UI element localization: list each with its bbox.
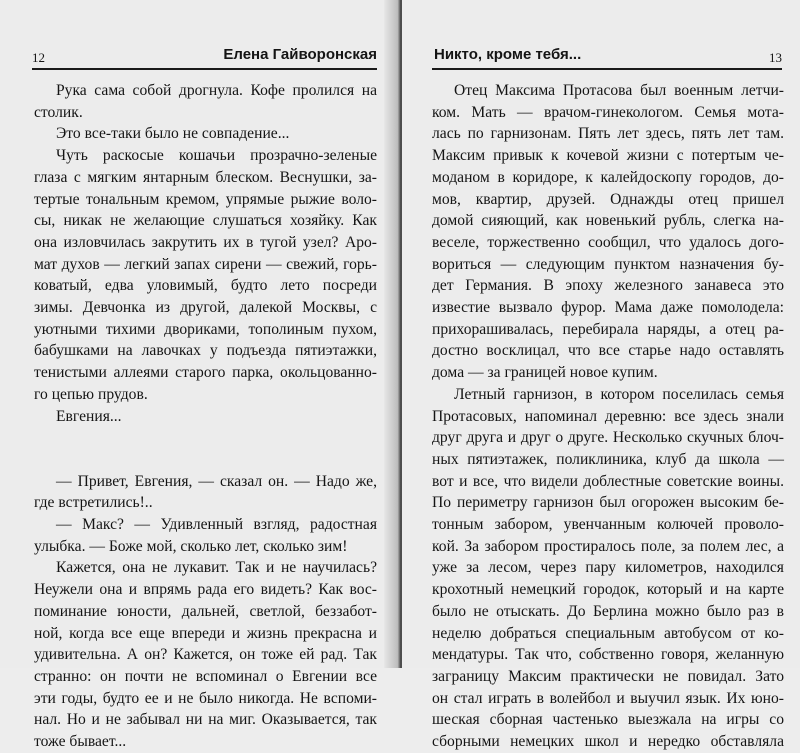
text-line: дет Германия. В эпоху железного занавеса это	[432, 277, 784, 295]
text-line: где встретились!..	[34, 494, 153, 512]
text-line: уютными тихими двориками, тополиным пухом,	[34, 320, 377, 338]
text-line: ных пятиэтажек, поликлиника, клуб да школа —	[432, 450, 784, 468]
text-line: Это все-таки было не совпадение...	[56, 125, 290, 143]
text-line: он стал играть в волейбол и выучил язык. Их юно-	[432, 689, 784, 707]
text-line: Чуть раскосые кошачьи прозрачно-зеленые	[56, 147, 377, 165]
text-line: тенистыми аллеями старого парка, окольцованно-	[34, 364, 377, 382]
text-line: лась по гарнизонам. Пять лет здесь, пять лет там.	[432, 125, 784, 143]
text-line: бабушками на лавочках у подъезда пятиэтажки,	[34, 342, 377, 360]
text-line: вот и все, что видели доблестные советские воины.	[432, 472, 784, 490]
text-line: ной, когда все еще впереди и жизнь прекрасна и	[34, 624, 377, 642]
right-body-text	[432, 80, 784, 753]
right-running-header	[432, 46, 782, 70]
text-line: уже за лесом, через пару километров, находился	[432, 559, 784, 577]
text-line: крохотный немецкий городок, который и на карте	[432, 581, 784, 599]
text-line: Летный гарнизон, в котором поселилась семья	[454, 385, 784, 403]
text-line: го цепью прудов.	[34, 385, 148, 403]
text-line: Рука сама собой дрогнула. Кофе пролился на	[56, 82, 377, 99]
text-line: друг друга и друг о друге. Несколько скучных блоч-	[432, 429, 784, 447]
left-body-text	[34, 80, 377, 753]
text-line: столик.	[34, 103, 83, 121]
text-line: улыбка. — Боже мой, сколько лет, сколько зим!	[34, 537, 348, 555]
left-running-head: Елена Гайворонская	[223, 46, 377, 63]
text-line: вориться — следующим пунктом назначения бу-	[432, 255, 784, 273]
right-page	[402, 0, 800, 751]
text-line: Кажется, она не лукавит. Так и не научилась?	[56, 559, 377, 577]
text-line: кой. За забором простиралось поле, за полем лес, а	[432, 537, 784, 555]
text-line: глаза с мягким янтарным блеском. Веснушки, за-	[34, 168, 377, 186]
text-line: поминание юности, дальней, светлой, беззабот-	[34, 602, 377, 620]
text-line: ком. Мать — врачом-гинекологом. Семья мота-	[432, 103, 784, 121]
text-line: — Макс? — Удивленный взгляд, радостная	[56, 516, 377, 534]
text-line: домой сияющий, как новенький рубль, слегка на-	[432, 212, 784, 230]
text-line: она изловчилась закрутить их в тугой узел? Аро-	[34, 233, 377, 251]
text-line: сборными немецких школ и нередко обставляла	[432, 733, 784, 751]
text-line: мов, квартир, друзей. Однажды отец пришел	[432, 190, 784, 208]
text-line: удивительна. А он? Кажется, он тоже ей рад. Так	[34, 646, 377, 664]
left-running-header	[32, 46, 377, 70]
blank-line	[34, 449, 377, 471]
left-page	[0, 0, 398, 751]
text-line: нал. Но и не забывал ни на миг. Оказывается, так	[34, 711, 377, 729]
text-line: мат духов — легкий запах сирени — свежий, горь-	[34, 255, 377, 273]
text-line: мендатуры. Так что, собственно говоря, желанную	[432, 646, 784, 664]
text-line: Неужели она и впрямь рада его видеть? Как вос-	[34, 581, 377, 599]
text-line: Протасовых, напоминал деревню: все здесь знали	[432, 407, 784, 425]
blank-line	[34, 427, 377, 449]
right-page-number: 13	[769, 50, 782, 65]
text-line: было не отыскать. До Берлина можно было раз в	[432, 602, 784, 620]
text-line: шеская сборная частенько выезжала на игры со	[432, 711, 784, 729]
left-page-number: 12	[32, 50, 45, 65]
text-line: сы, никак не желающие слушаться хозяйку. Как	[34, 212, 377, 230]
text-line: достно восклицал, что все старье надо оставлять	[432, 342, 784, 360]
text-line: прихорашивалась, перебирала наряды, а отец ра-	[432, 320, 784, 338]
text-line: зимы. Девчонка из другой, далекой Москвы, с	[34, 299, 377, 317]
text-line: тонным забором, увенчанным колючей проволо-	[432, 516, 784, 534]
text-line: Максим привык к кочевой жизни с потертым че-	[432, 147, 784, 165]
text-line: веселе, торжественно сообщил, что удалось дого-	[432, 233, 784, 251]
text-line: известие вызвало фурор. Мама даже помолодела:	[432, 299, 784, 317]
text-line: По периметру гарнизон был огорожен высоким бе-	[432, 494, 784, 512]
text-line: моданом в коридоре, к калейдоскопу городов, до-	[432, 168, 784, 186]
text-line: Отец Максима Протасова был военным летчи-	[454, 82, 784, 99]
text-line: неделю добраться специальным автобусом от ко-	[432, 624, 784, 642]
text-line: коватый, едва уловимый, будто лето посреди	[34, 277, 377, 295]
text-line: тоже бывает...	[34, 733, 127, 751]
text-line: дома — за границей новое купим.	[432, 364, 658, 382]
text-line: тертые тональным кремом, упрямые рыжие воло-	[34, 190, 377, 208]
text-line: эти годы, будто ее и не было никогда. Не вспоми-	[34, 689, 377, 707]
text-line: странно: он почти не вспоминал о Евгении все	[34, 667, 377, 685]
right-running-head: Никто, кроме тебя...	[434, 46, 582, 63]
text-line: — Привет, Евгения, — сказал он. — Надо же,	[56, 472, 377, 490]
text-line: заграницу Максим практически не повидал. Зато	[432, 667, 784, 685]
text-line: Евгения...	[56, 407, 122, 425]
